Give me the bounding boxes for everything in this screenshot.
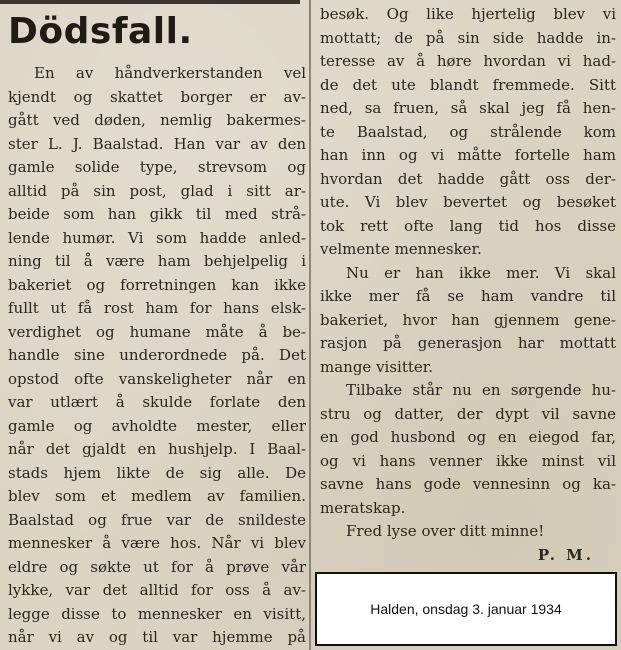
article-line: gamle solide type, strevsom og: [8, 158, 306, 176]
article-line: hvordan det hadde gått oss der-: [320, 169, 616, 188]
article-line: Nu er han ikke mer. Vi skal: [346, 263, 616, 282]
article-line: ned, sa fruen, så skal jeg få hen-: [320, 99, 616, 117]
article-line: gamle og avholdte mester, eller: [8, 416, 306, 435]
caption-text: Halden, onsdag 3. januar 1934: [370, 601, 562, 617]
article-line: ster L. J. Baalstad. Han var av den: [8, 134, 306, 153]
article-line: når vi av og til var hjemme på: [8, 628, 306, 646]
left-column: [8, 62, 306, 650]
signature: P. M.: [537, 545, 594, 564]
article-line: rasjon på generasjon har mottatt: [320, 334, 616, 352]
article-line: opstod ofte vanskeligheter når en: [8, 369, 306, 388]
article-line: ning til å være ham behjelpelig i: [8, 252, 306, 270]
article-line: Baalstad og frue var de snildeste: [8, 510, 306, 529]
article-line: velmente mennesker.: [320, 240, 482, 258]
article-line: tok rett ofte lang tid hos disse: [320, 216, 616, 235]
article-line: te Baalstad, og strålende kom: [320, 122, 616, 141]
article-line: besøk. Og like hjertelig blev vi: [320, 5, 616, 23]
article-line: fullt ut få rost ham for hans elsk-: [8, 299, 306, 317]
article-line: ikke mer få se ham vandre til: [320, 287, 616, 305]
article-line: mennesker å være hos. Når vi blev: [8, 534, 306, 552]
caption-box: [315, 572, 617, 646]
article-line: bakeriet og forretningen kan ikke: [8, 275, 306, 294]
article-line: og vi hans venner ikke minst vil: [320, 451, 616, 470]
column-divider: [309, 0, 311, 650]
article-line: han inn og vi måtte fortelle ham: [320, 146, 616, 164]
article-line: en god husbond og en eiegod far,: [320, 428, 616, 446]
article-line: kjendt og skattet borger er av-: [8, 87, 306, 106]
right-column: [320, 3, 616, 567]
article-line: mange visitter.: [320, 357, 434, 376]
article-line: teresse av å høre hvordan vi had-: [320, 52, 616, 70]
article-line: når det gjaldt en hushjelp. I Baal-: [8, 440, 306, 458]
article-line: savne hans gode vennesinn og ka-: [320, 475, 616, 493]
article-line: meratskap.: [320, 498, 406, 517]
article-line: gått ved døden, nemlig bakermes-: [8, 111, 306, 129]
article-line: lende humør. Vi som hadde anled-: [8, 228, 306, 247]
article-line: blev som et medlem av familien.: [8, 487, 306, 505]
article-line: verdighet og humane måte å be-: [8, 322, 306, 341]
right-column-text: [320, 3, 616, 520]
article-line: ute. Vi blev bevertet og besøket: [320, 193, 616, 211]
article-line: stru og datter, der dypt vil savne: [320, 404, 616, 423]
article-line: alltid på sin post, glad i sitt ar-: [8, 181, 306, 200]
article-line: Tilbake står nu en sørgende hu-: [346, 381, 616, 399]
article-line: handle sine underordnede på. Det: [8, 346, 306, 364]
article-line: beide som han gikk til med strå-: [8, 205, 306, 223]
closing-line: Fred lyse over ditt minne!: [346, 522, 545, 540]
article-line: lykke, var det alltid for oss å av-: [8, 581, 306, 599]
article-line: legge disse to mennesker en visitt,: [8, 604, 306, 623]
article-line: En av håndverkerstanden vel: [34, 64, 306, 82]
article-headline: Dödsfall.: [8, 11, 193, 52]
article-line: de det ute blandt fremmede. Sitt: [320, 75, 616, 94]
article-line: var utlært å skulde forlate den: [8, 393, 306, 411]
article-line: bakeriet, hvor han gjennem gene-: [320, 310, 616, 329]
article-line: stads hjem likte de sig alle. De: [8, 463, 306, 482]
article-line: eldre og søkte ut for å prøve vår: [8, 557, 306, 576]
article-line: mottatt; de på sin side hadde in-: [320, 28, 616, 47]
top-rule: [0, 0, 300, 4]
